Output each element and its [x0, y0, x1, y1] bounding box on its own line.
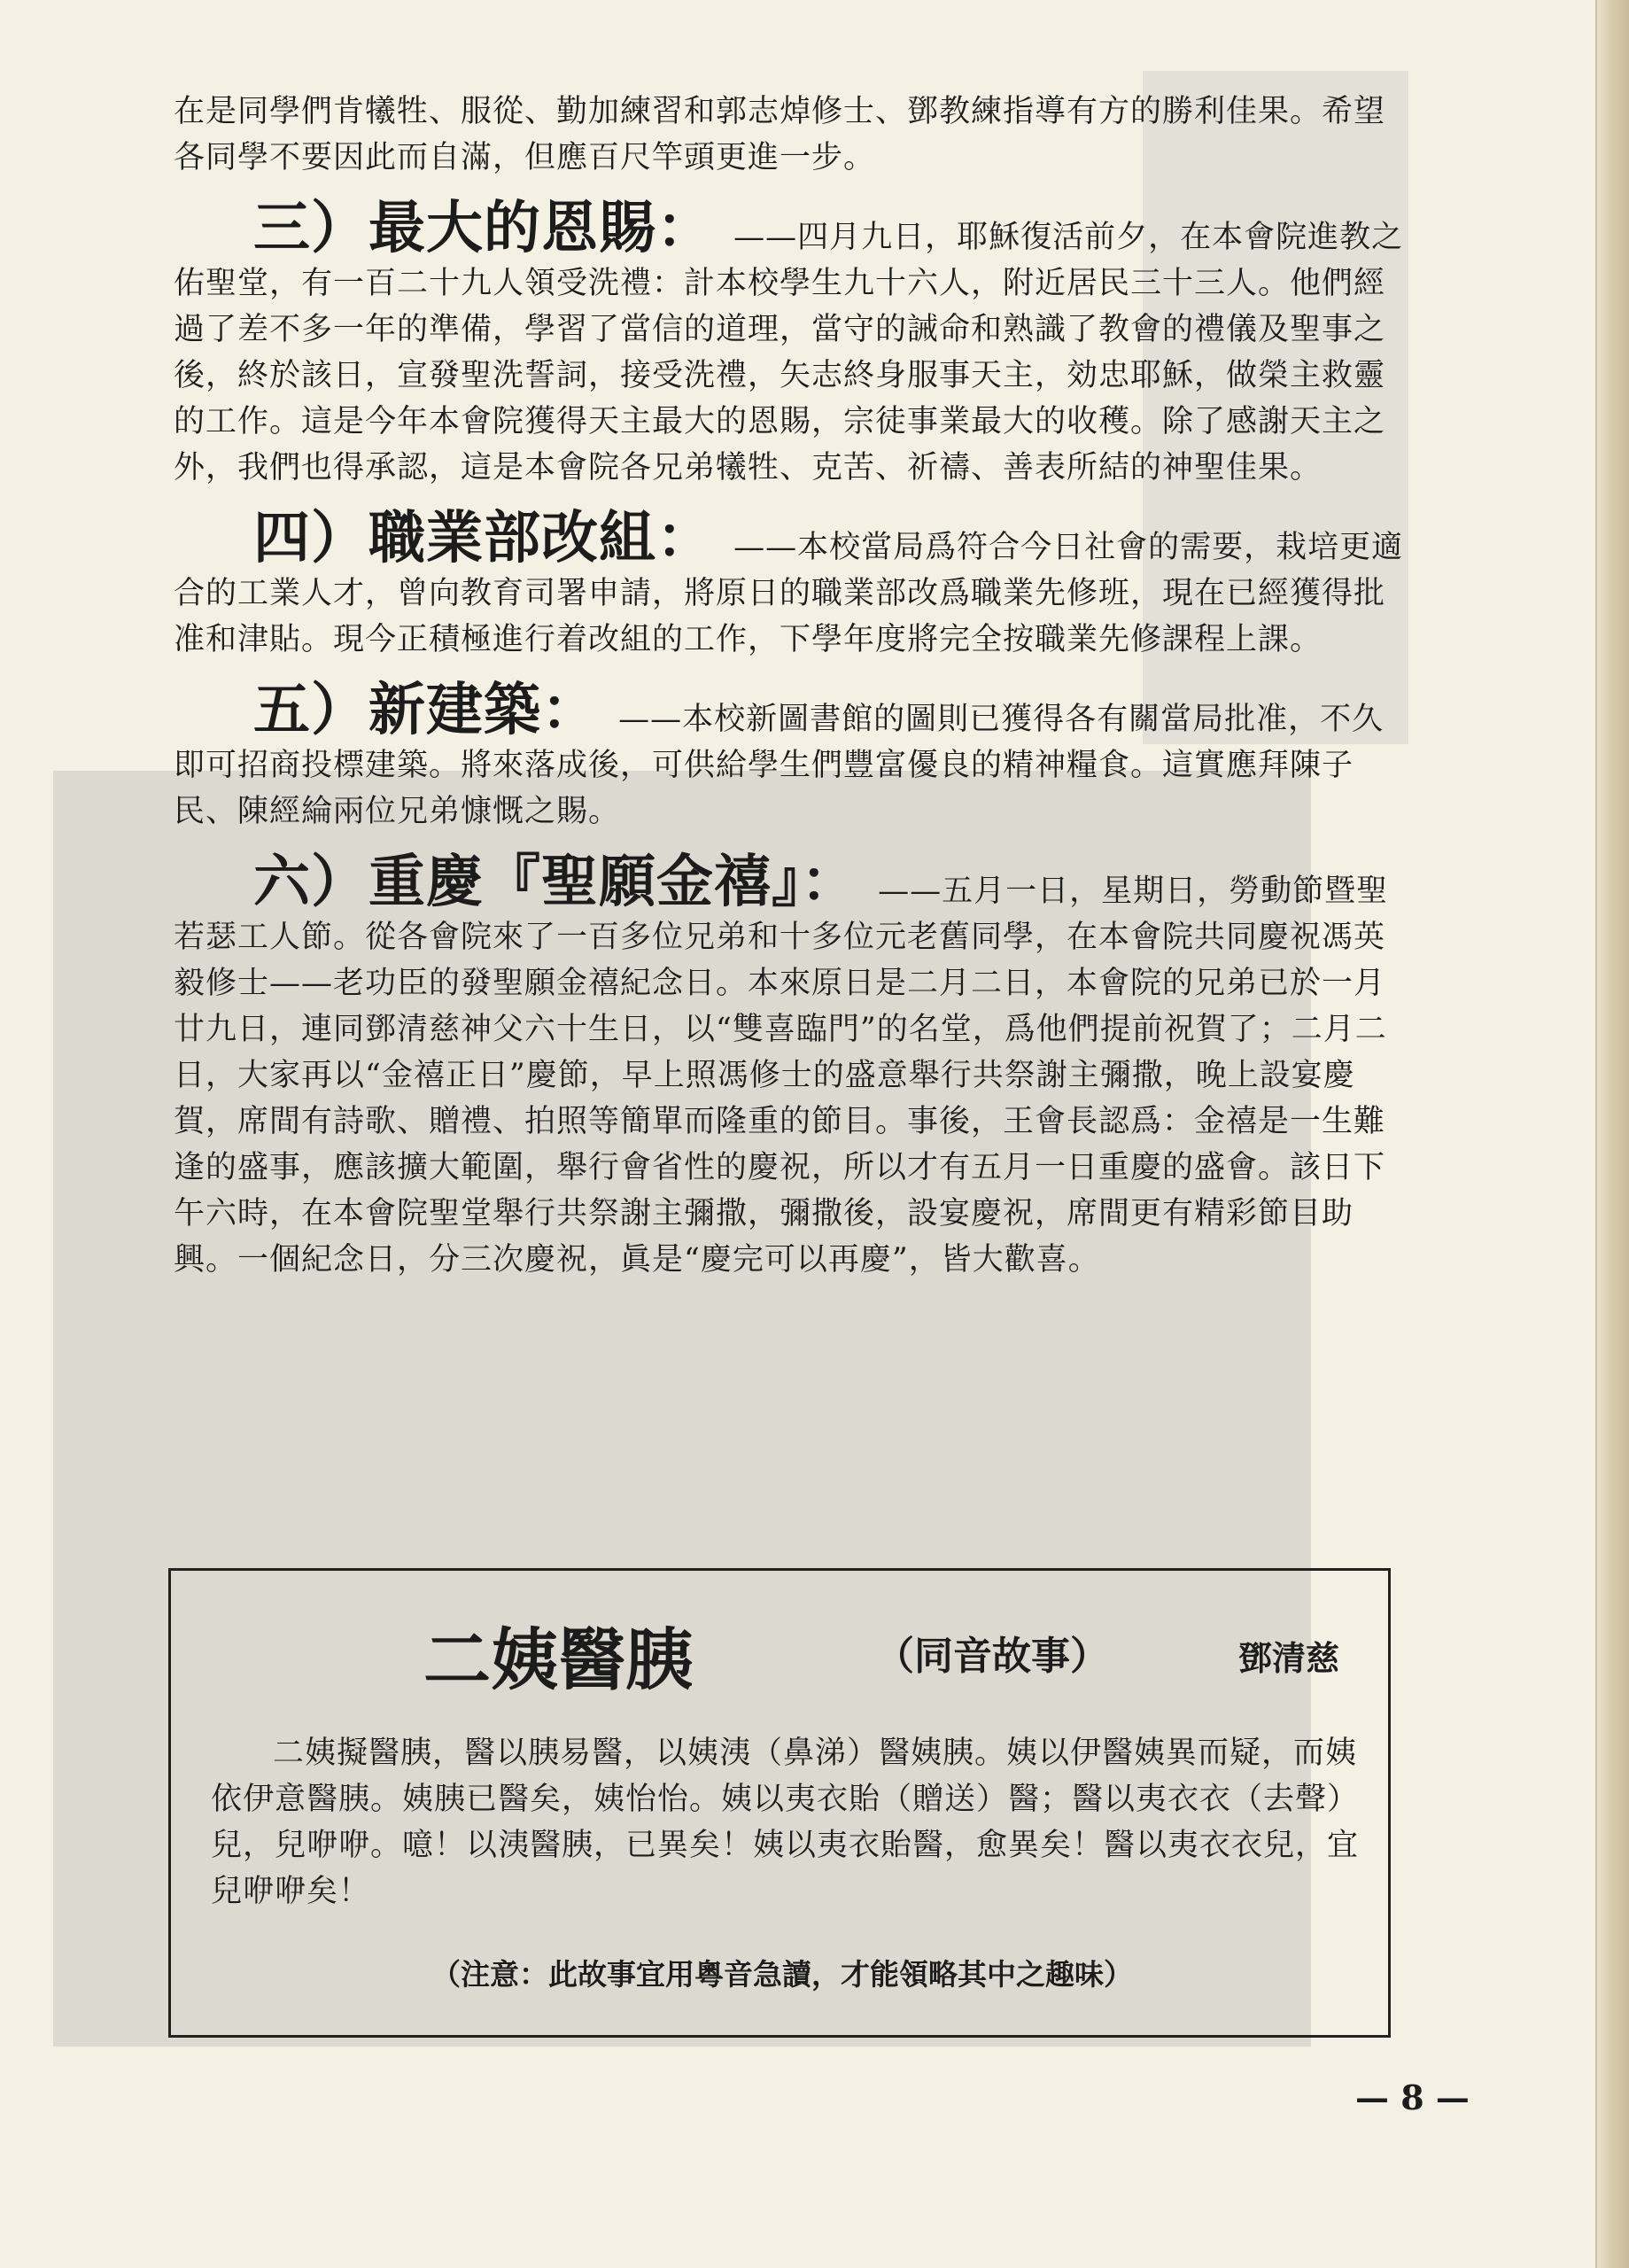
- section-colon: ：: [541, 678, 599, 743]
- section-6: [174, 850, 1414, 1283]
- section-body: ——四月九日，耶穌復活前夕，在本會院進教之佑聖堂，有一百二十九人領受洗禮：計本校學生九十六人，附近居民三十三人。他們經過了差不多一年的準備，學習了當信的道理，當守的誡命和熟識了教會的禮儀及聖事之後，終於該日，宣發聖洗誓詞，接受洗禮，矢志終身服事天主，効忠耶穌，做榮主救靈的工作。這是今年本會院獲得天主最大的恩賜，宗徒事業最大的收穫。除了感謝天主之外，我們也得承認，這是本會院各兄弟犧牲、克苦、祈禱、善表所結的神聖佳果。: [174, 220, 1404, 485]
- section-number: 六）: [253, 850, 368, 915]
- section-number: 三）: [253, 196, 368, 261]
- section-colon: ：: [656, 196, 714, 261]
- section-number: 四）: [253, 506, 368, 571]
- section-body: ——五月一日，星期日，勞動節暨聖若瑟工人節。從各會院來了一百多位兄弟和十多位元老舊同學，在本會院共同慶祝馮英毅修士——老功臣的發聖願金禧紀念日。本來原日是二月二日，本會院的兄弟已於一月廿九日，連同鄧清慈神父六十生日，以“雙喜臨門”的名堂，爲他們提前祝賀了；二月二日，大家再以“金禧正日”慶節，早上照馮修士的盛意舉行共祭謝主彌撒，晚上設宴慶賀，席間有詩歌、贈禮、拍照等簡單而隆重的節目。事後，王會長認爲：金禧是一生難逢的盛事，應該擴大範圍，舉行會省性的慶祝，所以才有五月一日重慶的盛會。該日下午六時，在本會院聖堂舉行共祭謝主彌撒，彌撒後，設宴慶祝，席間更有精彩節目助興。一個紀念日，分三次慶祝，眞是“慶完可以再慶”，皆大歡喜。: [174, 874, 1389, 1278]
- section-title: 新建築: [368, 678, 541, 743]
- story-title: 二姨醫胰: [423, 1620, 693, 1699]
- story-box: [168, 1568, 1391, 2038]
- story-author: 鄧清慈: [1238, 1638, 1340, 1678]
- story-subtitle: （同音故事）: [875, 1634, 1109, 1679]
- section-title: 最大的恩賜: [368, 196, 656, 261]
- section-colon: ：: [656, 506, 714, 571]
- section-number: 五）: [253, 678, 368, 743]
- section-body: ——本校當局爲符合今日社會的需要，栽培更適合的工業人才，曾向教育司署申請，將原日的職業部改爲職業先修班，現在已經獲得批准和津貼。現今正積極進行着改組的工作，下學年度將完全按職業先修課程上課。: [174, 530, 1404, 657]
- section-4: [174, 506, 1414, 663]
- intro-paragraph: 在是同學們肯犧牲、服從、勤加練習和郭志焯修士、鄧教練指導有方的勝利佳果。希望各同學不要因此而自滿，但應百尺竿頭更進一步。: [174, 94, 1386, 175]
- section-5: [174, 678, 1414, 835]
- section-colon: ：: [801, 850, 858, 915]
- book-spine: [1595, 0, 1629, 2268]
- section-body: ——本校新圖書館的圖則已獲得各有關當局批准，不久即可招商投標建築。將來落成後，可供給學生們豐富優良的精神糧食。這實應拜陳子民、陳經綸兩位兄弟慷慨之賜。: [174, 702, 1385, 829]
- story-note: （注意：此故事宜用粵音急讀，才能領略其中之趣味）: [431, 1957, 1133, 1992]
- section-title: 重慶『聖願金禧』: [368, 850, 801, 915]
- section-title: 職業部改組: [368, 506, 656, 571]
- story-body: 二姨擬醫胰，醫以胰易醫，以姨洟（鼻涕）醫姨胰。姨以伊醫姨異而疑，而姨依伊意醫胰。姨胰已醫矣，姨怡怡。姨以夷衣貽（贈送）醫；醫以夷衣衣（去聲）兒，兒咿咿。噫！以洟醫胰，已異矣！姨以夷衣貽醫，愈異矣！醫以夷衣衣兒，宜兒咿咿矣！: [211, 1736, 1360, 1909]
- story-text: [211, 1730, 1362, 1915]
- article-content: [174, 89, 1414, 1283]
- section-3: [174, 196, 1414, 491]
- page-number: — 8 —: [1355, 2078, 1470, 2117]
